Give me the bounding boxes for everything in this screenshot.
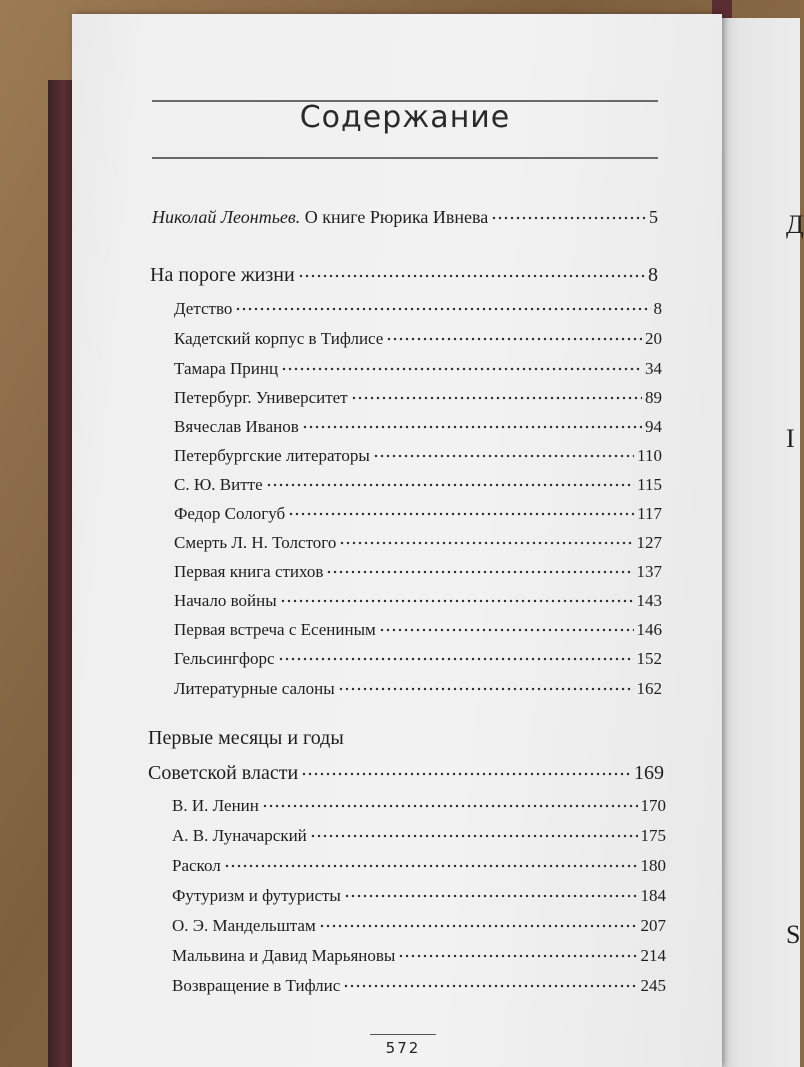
toc-entry-intro[interactable] bbox=[152, 203, 658, 228]
toc-entry[interactable] bbox=[172, 822, 666, 846]
dot-leader bbox=[379, 616, 634, 635]
page-ref: 34 bbox=[645, 358, 662, 378]
dot-leader bbox=[338, 675, 634, 694]
page-ref: 169 bbox=[634, 762, 664, 784]
dot-leader bbox=[398, 942, 637, 961]
page-ref: 245 bbox=[640, 975, 666, 995]
toc-entry-label: В. И. Ленин bbox=[172, 795, 259, 815]
toc-entry[interactable] bbox=[174, 384, 662, 408]
toc-entry[interactable] bbox=[174, 471, 662, 495]
toc-entry[interactable] bbox=[172, 912, 666, 936]
page-ref: 214 bbox=[640, 945, 666, 965]
dot-leader bbox=[310, 822, 638, 841]
dot-leader bbox=[343, 972, 637, 991]
toc-entry-label: Возвращение в Тифлис bbox=[172, 975, 341, 995]
toc-entry-label: Смерть Л. Н. Толстого bbox=[174, 532, 337, 552]
title-rule-bottom bbox=[152, 157, 658, 159]
page-ref: 143 bbox=[636, 590, 662, 610]
page-ref: 180 bbox=[640, 855, 666, 875]
dot-leader bbox=[373, 442, 634, 461]
toc-entry-label: Раскол bbox=[172, 855, 221, 875]
page-ref: 8 bbox=[648, 264, 658, 286]
dot-leader bbox=[266, 471, 634, 490]
intro-author: Николай Леонтьев. bbox=[152, 206, 301, 227]
dot-leader bbox=[302, 413, 642, 432]
toc-entry-label: Мальвина и Давид Марьяновы bbox=[172, 945, 396, 965]
toc-entry-label: Вячеслав Иванов bbox=[174, 416, 299, 436]
toc-entry[interactable] bbox=[174, 295, 662, 319]
dot-leader bbox=[288, 500, 634, 519]
page-ref: 162 bbox=[636, 678, 662, 698]
dot-leader bbox=[280, 587, 634, 606]
toc-section-title[interactable] bbox=[148, 757, 664, 785]
adjacent-page-letter: S bbox=[786, 920, 801, 949]
toc-section-title[interactable] bbox=[150, 259, 658, 287]
page-ref: 137 bbox=[636, 561, 662, 581]
dot-leader bbox=[281, 355, 642, 374]
toc-entry-label: Детство bbox=[174, 298, 233, 318]
toc-entry-label: Тамара Принц bbox=[174, 358, 279, 378]
page-ref: 110 bbox=[637, 445, 662, 465]
toc-entry[interactable] bbox=[174, 355, 662, 379]
page-ref: 184 bbox=[640, 885, 666, 905]
page-title: Содержание bbox=[299, 100, 511, 135]
toc-entry-label: Кадетский корпус в Тифлисе bbox=[174, 328, 384, 348]
toc-entry[interactable] bbox=[174, 645, 662, 669]
toc-entry[interactable] bbox=[174, 616, 662, 640]
toc-entry[interactable] bbox=[174, 675, 662, 699]
dot-leader bbox=[262, 792, 638, 811]
dot-leader bbox=[278, 645, 634, 664]
toc-entry[interactable] bbox=[174, 442, 662, 466]
page-ref: 175 bbox=[640, 825, 666, 845]
page-ref: 89 bbox=[645, 387, 662, 407]
section-title-line: Первые месяцы и годы bbox=[148, 727, 344, 749]
page-ref: 152 bbox=[636, 648, 662, 668]
dot-leader bbox=[386, 325, 642, 344]
page-ref: 117 bbox=[637, 503, 662, 523]
page-ref: 94 bbox=[645, 416, 662, 436]
section-title: Советской власти bbox=[148, 762, 299, 784]
adjacent-page-letter: I bbox=[786, 424, 795, 453]
toc-entry[interactable] bbox=[174, 413, 662, 437]
dot-leader bbox=[224, 852, 638, 871]
toc-entry-label: Гельсингфорс bbox=[174, 648, 275, 668]
toc-entry-label: Федор Сологуб bbox=[174, 503, 286, 523]
toc-entry-label: А. В. Луначарский bbox=[172, 825, 307, 845]
toc-entry[interactable] bbox=[174, 558, 662, 582]
toc-entry[interactable] bbox=[172, 882, 666, 906]
dot-leader bbox=[344, 882, 638, 901]
adjacent-page bbox=[716, 18, 800, 1067]
toc-entry-label: С. Ю. Витте bbox=[174, 474, 263, 494]
toc-entry-label: О. Э. Мандельштам bbox=[172, 915, 316, 935]
page-ref: 127 bbox=[636, 532, 662, 552]
toc-entry[interactable] bbox=[174, 587, 662, 611]
page-ref: 8 bbox=[653, 298, 662, 318]
toc-entry-label: Петербургские литераторы bbox=[174, 445, 370, 465]
toc-entry[interactable] bbox=[174, 529, 662, 553]
page-ref: 20 bbox=[645, 328, 662, 348]
page-ref: 146 bbox=[636, 619, 662, 639]
toc-entry[interactable] bbox=[172, 972, 666, 996]
page-ref: 115 bbox=[637, 474, 662, 494]
toc-entry[interactable] bbox=[172, 942, 666, 966]
toc-entry-label: Первая книга стихов bbox=[174, 561, 324, 581]
dot-leader bbox=[326, 558, 633, 577]
toc-entry-label: Начало войны bbox=[174, 590, 277, 610]
toc-entry[interactable] bbox=[172, 792, 666, 816]
page-ref: 207 bbox=[640, 915, 666, 935]
toc-entry-label: Литературные салоны bbox=[174, 678, 335, 698]
toc-entry-label: Футуризм и футуристы bbox=[172, 885, 341, 905]
toc-entry-label: Первая встреча с Есениным bbox=[174, 619, 376, 639]
dot-leader bbox=[351, 384, 642, 403]
intro-title: О книге Рюрика Ивнева bbox=[304, 206, 489, 227]
toc-entry-label: Петербург. Университет bbox=[174, 387, 348, 407]
toc-entry[interactable] bbox=[174, 325, 662, 349]
section-title: На пороге жизни bbox=[150, 264, 295, 286]
dot-leader bbox=[319, 912, 638, 931]
dot-leader bbox=[298, 259, 645, 281]
dot-leader bbox=[491, 203, 646, 223]
toc-entry[interactable] bbox=[172, 852, 666, 876]
adjacent-page-letter: Д bbox=[786, 210, 804, 239]
page-number: 572 bbox=[370, 1034, 436, 1057]
page-ref: 5 bbox=[649, 206, 658, 227]
dot-leader bbox=[235, 295, 650, 314]
dot-leader bbox=[301, 757, 631, 779]
page-ref: 170 bbox=[640, 795, 666, 815]
toc-entry[interactable] bbox=[174, 500, 662, 524]
dot-leader bbox=[339, 529, 633, 548]
